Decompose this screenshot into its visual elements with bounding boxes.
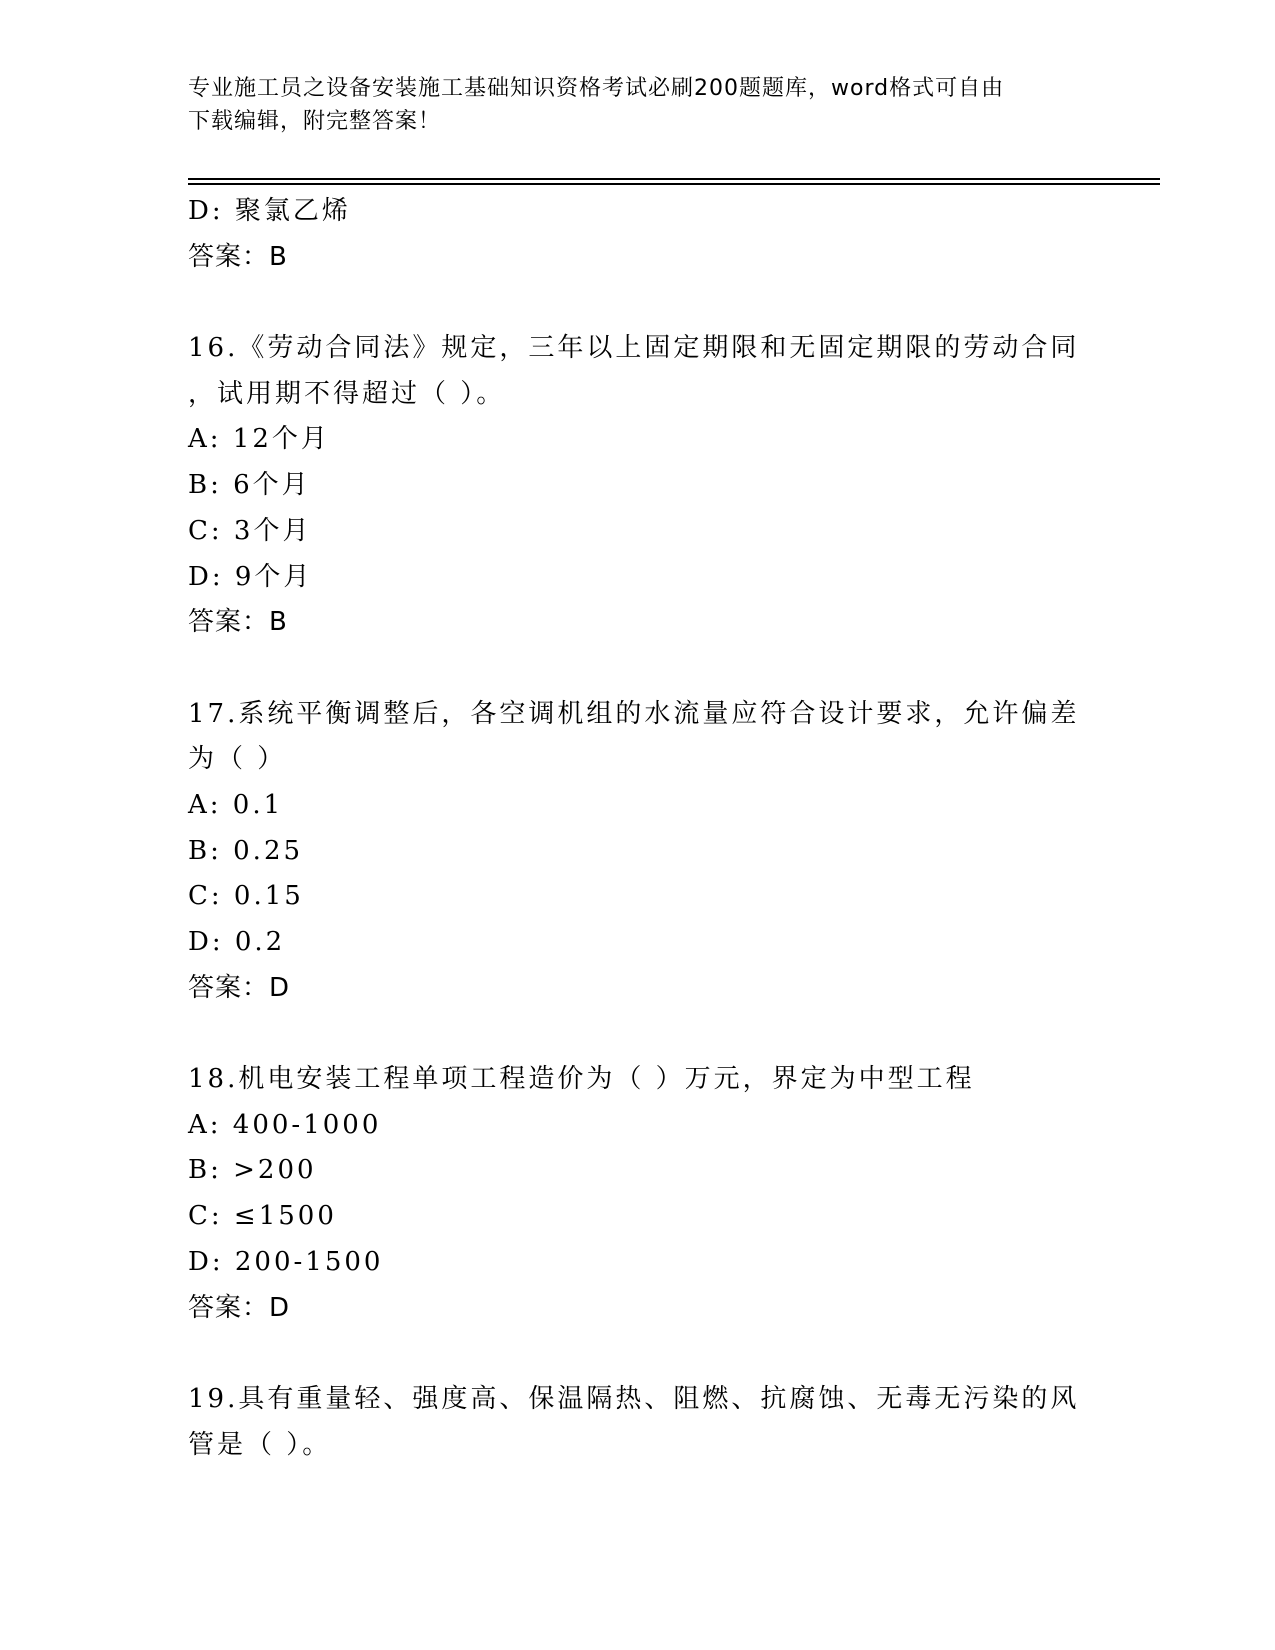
question-17 (188, 692, 1088, 1012)
question-stem: 19.具有重量轻、强度高、保温隔热、阻燃、抗腐蚀、无毒无污染的风 (188, 1383, 1080, 1414)
header-divider-bottom (188, 183, 1160, 185)
question-stem: 18.机电安装工程单项工程造价为（ ）万元，界定为中型工程 (188, 1064, 975, 1095)
option-b: B: 6个月 (188, 470, 311, 501)
question-stem-continued: ，试用期不得超过（ ）。 (188, 378, 506, 409)
question-stem: 16.《劳动合同法》规定，三年以上固定期限和无固定期限的劳动合同 (188, 333, 1080, 364)
option-c: C: ≤1500 (188, 1201, 337, 1232)
option-a: A: 12个月 (188, 424, 330, 455)
question-list (188, 189, 1088, 1468)
option-d: D: 200-1500 (188, 1246, 384, 1277)
option-b: B: 0.25 (188, 835, 304, 866)
option-b: B: >200 (188, 1155, 317, 1186)
question-19 (188, 1377, 1088, 1468)
question-18 (188, 1057, 1088, 1331)
answer-line: 答案：D (188, 1292, 291, 1323)
option-d: D: 9个月 (188, 561, 313, 592)
question-stem-continued: 为（ ） (188, 744, 287, 775)
answer-line: 答案：B (188, 607, 288, 638)
question-15-tail (188, 189, 1088, 280)
question-stem-continued: 管是（ ）。 (188, 1429, 332, 1460)
header-divider-top (188, 178, 1160, 180)
answer-line: 答案：B (188, 241, 288, 272)
header-title-line-1: 专业施工员之设备安装施工基础知识资格考试必刷200题题库，word格式可自由 (188, 76, 1005, 101)
question-16 (188, 326, 1088, 646)
option-c: C: 3个月 (188, 515, 312, 546)
option-c: C: 0.15 (188, 881, 304, 912)
option-d: D: 聚氯乙烯 (188, 196, 351, 226)
page-header (188, 72, 1068, 138)
option-a: A: 400-1000 (188, 1109, 382, 1140)
option-d: D: 0.2 (188, 927, 286, 957)
answer-line: 答案：D (188, 972, 291, 1003)
question-stem: 17.系统平衡调整后，各空调机组的水流量应符合设计要求，允许偏差 (188, 698, 1080, 729)
option-a: A: 0.1 (188, 789, 284, 820)
header-title-line-2: 下载编辑，附完整答案！ (188, 109, 442, 134)
